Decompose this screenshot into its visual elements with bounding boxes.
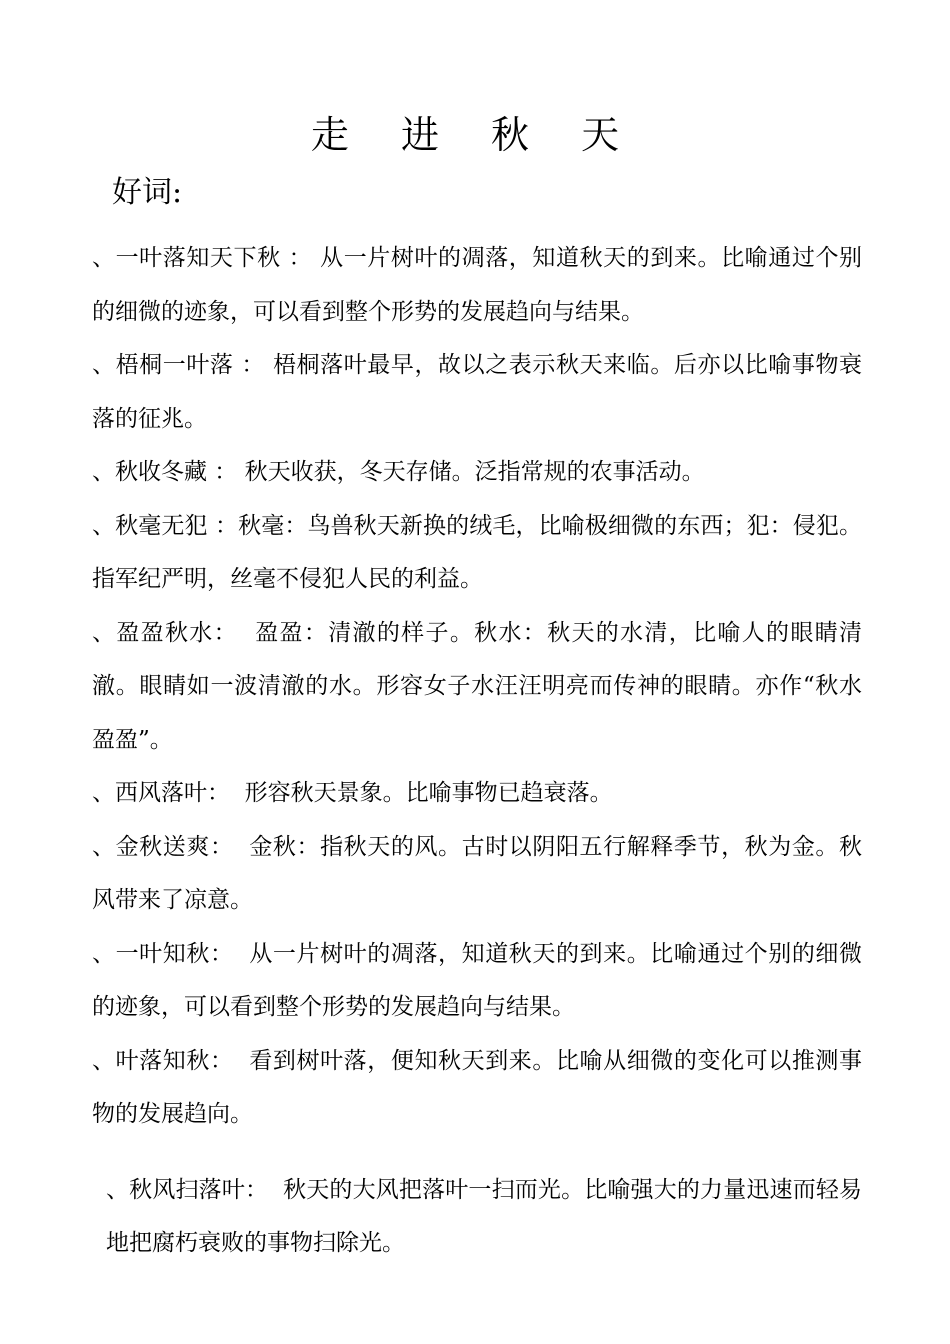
vocabulary-entry: [92, 928, 862, 1035]
entry-separator: ：: [244, 1176, 269, 1203]
entry-term: 、叶落知秋: [92, 1047, 210, 1074]
vocabulary-entry: [92, 500, 862, 607]
entry-term: 、秋收冬藏: [92, 459, 207, 485]
vocabulary-entry: [92, 339, 862, 446]
vocabulary-entry: [92, 1035, 862, 1142]
entry-separator: ：: [207, 780, 230, 806]
entry-separator: ：: [233, 352, 266, 378]
entry-definition: 从一片树叶的凋落，知道秋天的到来。比喻通过个别的细微的迹象，可以看到整个形势的发展趋向与结果。: [92, 245, 863, 325]
vocabulary-entry: [92, 1164, 862, 1271]
vocabulary-entry: [92, 446, 862, 500]
vocabulary-entry: [92, 232, 862, 339]
entry-separator: ：: [207, 459, 238, 485]
vocabulary-entry: [92, 607, 862, 768]
entry-definition: 盈盈：清澈的样子。秋水：秋天的水清，比喻人的眼睛清澈。眼睛如一波清澈的水。形容女子水汪汪明亮而传神的眼睛。亦作“秋水盈盈”。: [92, 619, 863, 753]
entry-term: 、梧桐一叶落: [92, 352, 234, 378]
entry-definition: 金秋：指秋天的风。古时以阴阳五行解释季节，秋为金。秋风带来了凉意。: [92, 833, 863, 913]
document-title: 走 进 秋 天: [310, 113, 640, 158]
vocabulary-list: [92, 232, 862, 1271]
entry-definition: 形容秋天景象。比喻事物已趋衰落。: [244, 780, 613, 806]
vocabulary-entry: [92, 821, 862, 928]
entry-separator: ：: [209, 833, 234, 860]
entry-definition: 秋毫：鸟兽秋天新换的绒毛，比喻极细微的东西；犯：侵犯。指军纪严明，丝毫不侵犯人民的利益。: [92, 512, 863, 592]
entry-separator: ：: [213, 619, 238, 646]
section-heading: 好词:: [112, 175, 183, 210]
entry-separator: ：: [280, 245, 313, 271]
entry-term: 、一叶知秋: [92, 940, 210, 967]
entry-term: 、一叶落知天下秋: [92, 245, 281, 271]
entry-term: 、西风落叶: [92, 780, 207, 806]
vocabulary-entry: [92, 767, 862, 821]
entry-term: 、秋风扫落叶: [106, 1176, 245, 1203]
entry-separator: ：: [209, 1047, 234, 1074]
entry-term: 、金秋送爽: [92, 833, 210, 860]
entry-separator: ：: [209, 940, 234, 967]
entry-definition: 看到树叶落，便知秋天到来。比喻从细微的变化可以推测事物的发展趋向。: [92, 1047, 863, 1127]
entry-definition: 秋天的大风把落叶一扫而光。比喻强大的力量迅速而轻易地把腐朽衰败的事物扫除光。: [106, 1176, 863, 1256]
entry-term: 、秋毫无犯: [92, 512, 208, 539]
entry-definition: 梧桐落叶最早，故以之表示秋天来临。后亦以比喻事物衰落的征兆。: [92, 352, 863, 432]
entry-definition: 秋天收获，冬天存储。泛指常规的农事活动。: [244, 459, 705, 485]
entry-separator: ：: [207, 512, 239, 539]
entry-definition: 从一片树叶的凋落，知道秋天的到来。比喻通过个别的细微的迹象，可以看到整个形势的发展趋向与结果。: [92, 940, 863, 1020]
entry-term: 、盈盈秋水: [92, 619, 214, 646]
